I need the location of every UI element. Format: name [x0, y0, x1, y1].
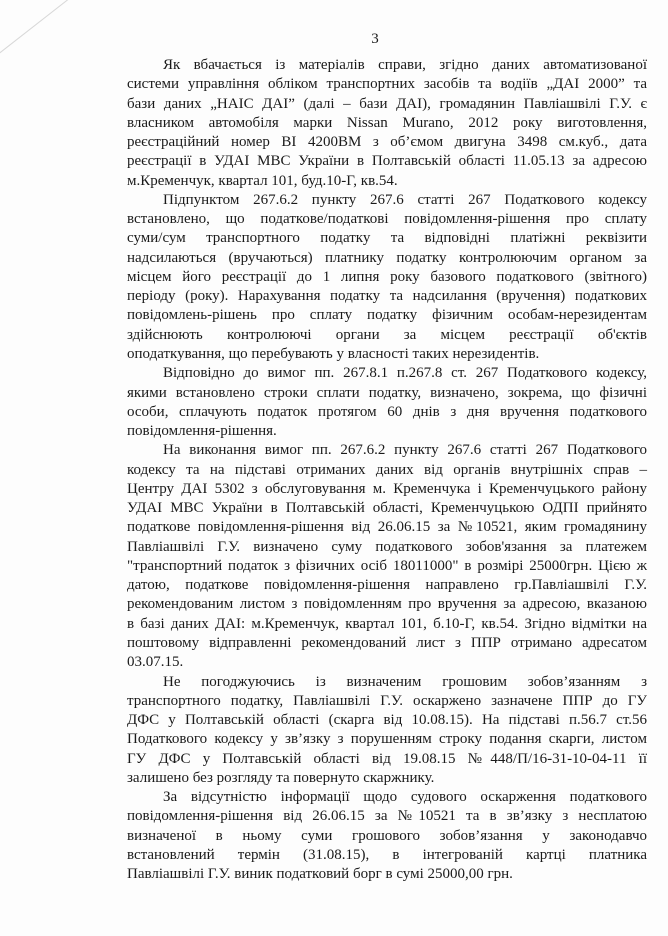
text-line: Павліашвілі Г.У. виник податковий борг в сумі 25000,00 грн.: [127, 866, 513, 883]
text-line: повідомлення-рішення від 26.06.15 за №10521 та в зв’язку з несплатою: [127, 808, 647, 825]
text-line: транспортного податку, Павліашвілі Г.У. оскаржено зазначене ППР до ГУ: [127, 692, 647, 709]
paragraph: [127, 191, 647, 364]
text-line: в базі даних ДАІ: м.Кременчук, квартал 101, б.10-Г, кв.54. Згідно відмітки на: [127, 615, 647, 632]
text-line: Центру ДАІ 5302 з обслуговування м. Кременчука і Кременчуцького району: [127, 480, 647, 497]
text-line: місцем його реєстрації до 1 липня року базового податкового (звітного): [127, 268, 647, 285]
text-line: За відсутністю інформації щодо судового оскарження податкового: [163, 789, 647, 806]
text-line: визначеної в ньому суми грошового зобов’язання у законодавчо: [127, 827, 647, 844]
text-line: Павліашвілі Г.У. визначено суму податкового зобов'язання за платежем: [127, 538, 647, 555]
text-line: рекомендованим листом з повідомленням про вручення за адресою, вказаною: [127, 596, 647, 613]
text-line: "транспортний податок з фізичних осіб 18011000" в розмірі 25000грн. Цією ж: [127, 557, 647, 574]
text-line: оподаткування, що перебувають у власності таких нерезидентів.: [127, 345, 540, 362]
text-line: реєстраційний номер ВІ 4200ВМ з об’ємом двигуна 3498 см.куб., дата: [127, 134, 647, 151]
paragraph: [127, 441, 647, 672]
text-line: власником автомобіля марки Nissan Murano, 2012 року виготовлення,: [127, 114, 647, 131]
text-line: кодексу та на підставі отриманих даних від органів внутрішніх справ –: [127, 461, 647, 478]
text-line: Податкового кодексу у зв’язку з порушенням строку подання скарги, листом: [127, 731, 647, 748]
text-line: УДАІ МВС України в Полтавській області, Кременчуцькою ОДПІ прийнято: [127, 500, 647, 517]
text-line: залишено без розгляду та повернуто скаржнику.: [127, 769, 435, 786]
text-line: періоду (року). Нарахування податку та надсилання (вручення) податкових: [127, 288, 647, 305]
text-line: суми/сум транспортного податку та відповідні платіжні реквізити: [127, 230, 647, 247]
text-line: датою, податкове повідомлення-рішення направлено гр.Павліашвілі Г.У.: [127, 577, 647, 594]
text-line: системи управління обліком транспортних засобів та водіїв „ДАІ 2000” та: [127, 76, 647, 93]
text-line: особи, сплачують податок протягом 60 днів з дня вручення податкового: [127, 403, 647, 420]
page-number: 3: [371, 31, 379, 47]
text-line: 03.07.15.: [127, 654, 184, 671]
text-line: Як вбачається із матеріалів справи, згідно даних автоматизованої: [163, 57, 647, 73]
text-line: Підпунктом 267.6.2 пункту 267.6 статті 267 Податкового кодексу: [163, 191, 647, 208]
text-line: надсилаються (вручаються) платнику податку контролюючим органом за: [127, 249, 647, 266]
text-line: ГУ ДФС у Полтавській області від 19.08.15 №448/П/16-31-10-04-11 її: [127, 750, 647, 767]
text-line: Не погоджуючись із визначеним грошовим зобов’язанням з: [163, 673, 647, 690]
text-line: здійснюють контролюючі органи за місцем реєстрації об'єктів: [127, 326, 647, 343]
text-line: поштовому відправленні рекомендований лист з ППР отримано адресатом: [127, 634, 647, 651]
text-line: податкове повідомлення-рішення від 26.06.15 за №10521, яким громадянину: [127, 519, 647, 536]
document-body: [127, 56, 647, 884]
paragraph: [127, 56, 647, 191]
text-line: якими встановлено строки сплати податку, визначено, зокрема, що фізичні: [127, 384, 647, 401]
text-line: ДФС у Полтавській області (скарга від 10.08.15). На підставі п.56.7 ст.56: [127, 712, 647, 729]
text-line: повідомлень-рішень про сплату податку фізичним особам-нерезидентам: [127, 307, 647, 324]
text-line: встановлено, що податкове/податкові повідомлення-рішення про сплату: [127, 211, 647, 228]
text-line: м.Кременчук, квартал 101, буд.10-Г, кв.54.: [127, 172, 398, 189]
paragraph: [127, 673, 647, 789]
paragraph: [127, 364, 647, 441]
paragraph: [127, 788, 647, 884]
text-line: Відповідно до вимог пп. 267.8.1 п.267.8 ст. 267 Податкового кодексу,: [163, 365, 647, 382]
text-line: реєстрації в УДАІ МВС України в Полтавській області 11.05.13 за адресою: [127, 153, 647, 170]
text-line: На виконання вимог пп. 267.6.2 пункту 267.6 статті 267 Податкового: [163, 442, 647, 459]
text-line: встановлений термін (31.08.15), в інтегрованій картці платника: [127, 846, 647, 863]
text-line: бази даних „НАІС ДАІ” (далі – бази ДАІ), громадянин Павліашвілі Г.У. є: [127, 95, 647, 112]
text-line: повідомлення-рішення.: [127, 423, 277, 440]
